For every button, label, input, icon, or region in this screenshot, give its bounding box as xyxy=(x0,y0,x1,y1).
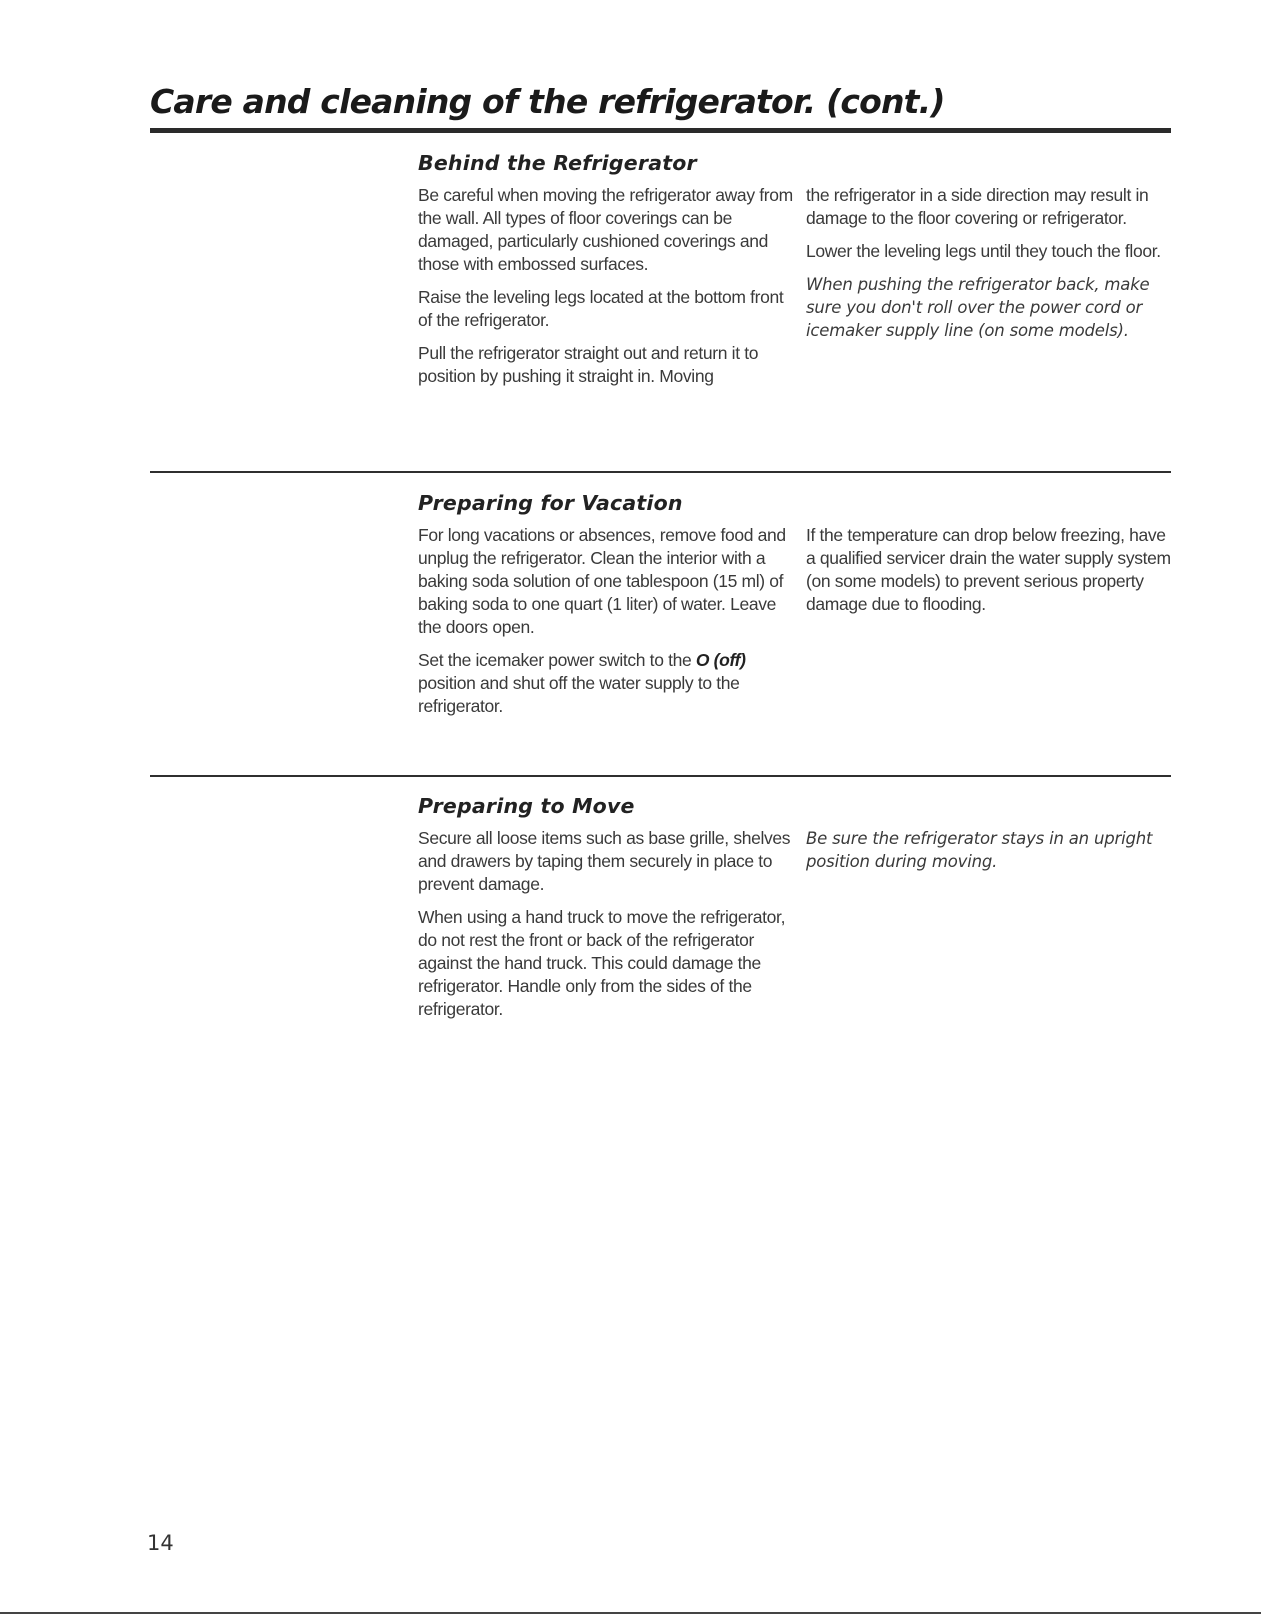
section-columns xyxy=(418,524,1171,824)
paragraph: Secure all loose items such as base grille, shelves and drawers by taping them securely in place to prevent damage. xyxy=(418,828,791,894)
page-number: 14 xyxy=(147,1531,174,1555)
right-column xyxy=(806,184,1178,352)
paragraph: For long vacations or absences, remove food and unplug the refrigerator. Clean the interior with a baking soda solution of one tablespoon (15 ml) of baking soda to one quart (1 liter) of water. Leave the doors open. xyxy=(418,525,786,637)
left-column xyxy=(418,827,800,1031)
section-columns xyxy=(418,827,1171,1127)
paragraph: Raise the leveling legs located at the bottom front of the refrigerator. xyxy=(418,287,784,330)
text-span: Set the icemaker power switch to the xyxy=(418,650,696,670)
section-preparing-to-move xyxy=(418,791,1171,1127)
left-column xyxy=(418,184,800,398)
paragraph: When using a hand truck to move the refrigerator, do not rest the front or back of the refrigerator against the hand truck. This could damage the refrigerator. Handle only from the sides of the refrigerator. xyxy=(418,907,786,1019)
icemaker-switch-paragraph xyxy=(418,649,800,718)
section-divider xyxy=(150,471,1171,473)
page-edge-line xyxy=(0,1612,1261,1614)
caution-note: When pushing the refrigerator back, make sure you don't roll over the power cord or icemaker supply line (on some models). xyxy=(806,275,1150,340)
paragraph: Lower the leveling legs until they touch the floor. xyxy=(806,241,1161,261)
section-heading: Preparing to Move xyxy=(418,794,635,818)
section-behind-refrigerator xyxy=(418,148,1171,484)
caution-note: Be sure the refrigerator stays in an upright position during moving. xyxy=(806,829,1153,871)
section-preparing-for-vacation xyxy=(418,488,1171,824)
section-columns xyxy=(418,184,1171,484)
paragraph: Pull the refrigerator straight out and return it to position by pushing it straight in. Moving xyxy=(418,343,759,386)
paragraph: the refrigerator in a side direction may result in damage to the floor covering or refrigerator. xyxy=(806,185,1149,228)
page-title: Care and cleaning of the refrigerator. (cont.) xyxy=(150,82,945,121)
paragraph: Be careful when moving the refrigerator away from the wall. All types of floor coverings can be damaged, particularly cushioned coverings and those with embossed surfaces. xyxy=(418,185,793,274)
off-position-label: O (off) xyxy=(695,650,746,670)
section-heading: Preparing for Vacation xyxy=(418,491,683,515)
left-column xyxy=(418,524,800,728)
text-span: position and shut off the water supply to the refrigerator. xyxy=(418,673,740,716)
title-rule xyxy=(150,128,1171,133)
right-column xyxy=(806,524,1178,626)
right-column xyxy=(806,827,1178,883)
section-heading: Behind the Refrigerator xyxy=(418,151,697,175)
section-divider xyxy=(150,775,1171,777)
paragraph: If the temperature can drop below freezing, have a qualified servicer drain the water supply system (on some models) to prevent serious property damage due to flooding. xyxy=(806,525,1171,614)
